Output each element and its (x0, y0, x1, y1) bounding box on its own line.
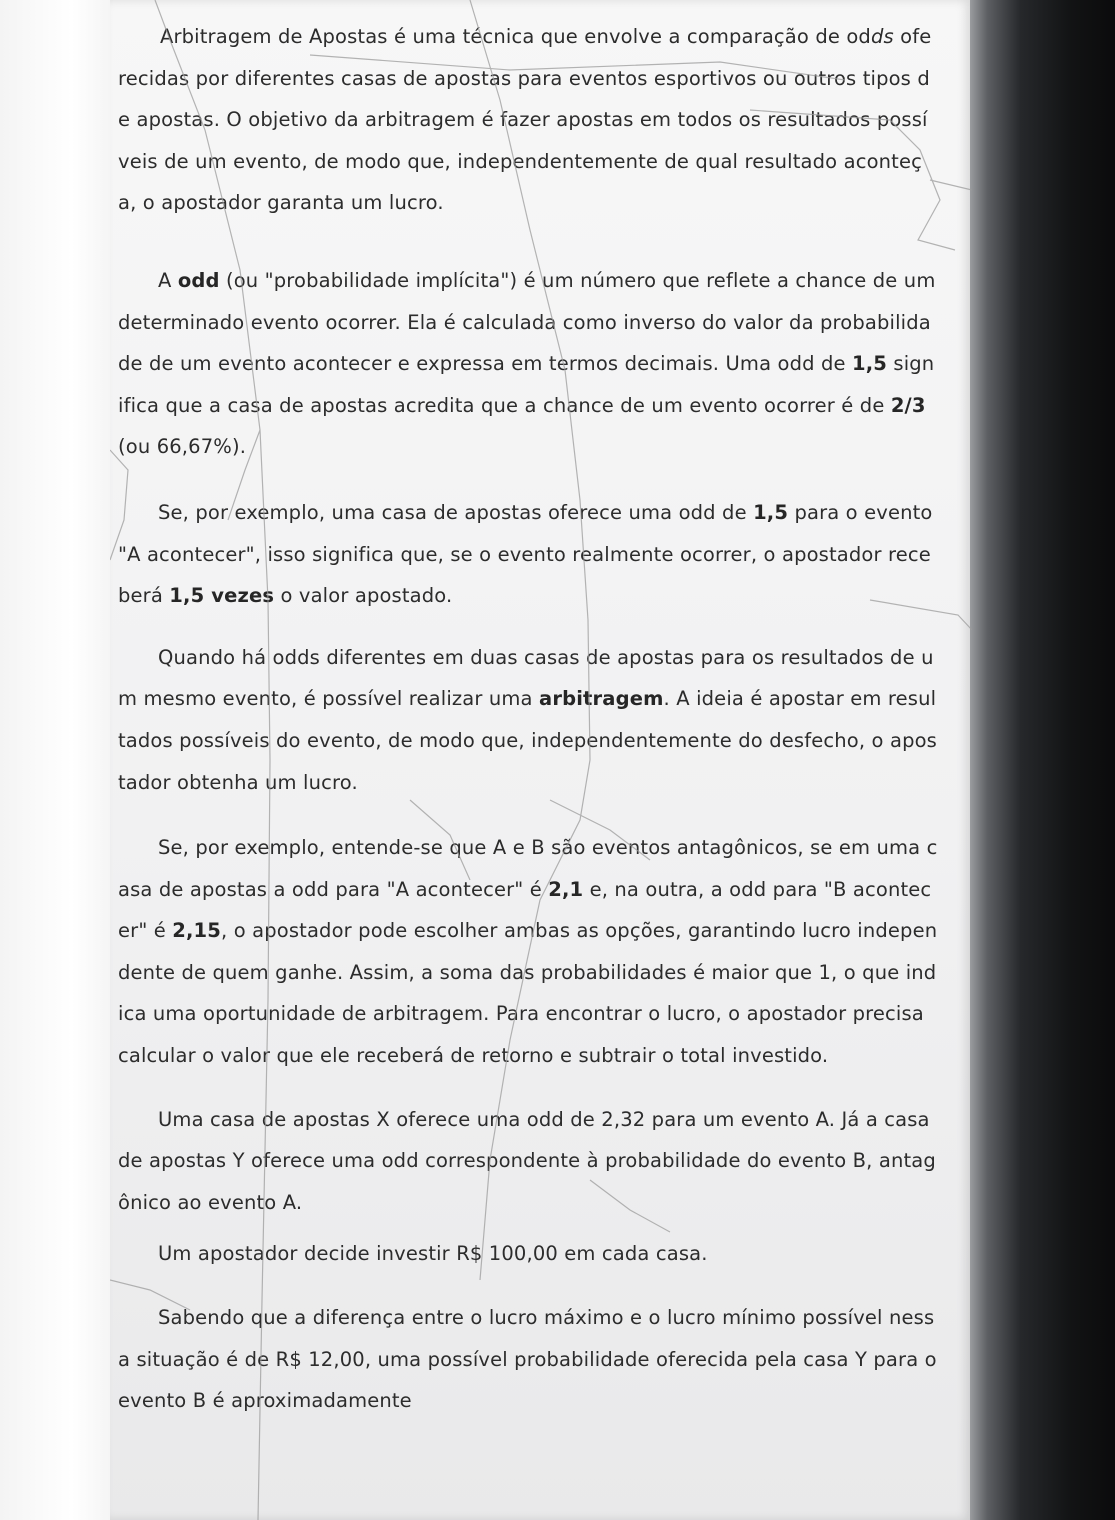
question-text (118, 16, 938, 1446)
paragraph-odd-example: Se, por exemplo, uma casa de apostas oferece uma odd de 1,5 para o evento "A acontecer", isso significa que, se o evento realmente ocorrer, o apostador receberá 1,5 vezes o valor apostado. (118, 500, 933, 608)
paragraph-problem-setup: Uma casa de apostas X oferece uma odd de 2,32 para um evento A. Já a casa de apostas Y oferece uma odd correspondente à probabilidade do evento B, antagônico ao evento A. (118, 1107, 936, 1214)
paragraph-investment: Um apostador decide investir R$ 100,00 em cada casa. (158, 1242, 708, 1266)
paragraph-antagonic-example: Se, por exemplo, entende-se que A e B são eventos antagônicos, se em uma casa de apostas a odd para "A acontecer" é 2,1 e, na outra, a odd para "B acontecer" é 2,15, o apostador pode escolher ambas as opções, garantindo lucro independente de quem ganhe. Assim, a soma das probabilidades é maior que 1, o que indica uma oportunidade de arbitragem. Para encontrar o lucro, o apostador precisa calcular o valor que ele receberá de retorno e subtrair o total investido. (118, 836, 938, 1068)
paragraph-arbitrage-idea: Quando há odds diferentes em duas casas de apostas para os resultados de um mesmo evento, é possível realizar uma arbitragem. A ideia é apostar em resultados possíveis do evento, de modo que, independentemente do desfecho, o apostador obtenha um lucro. (118, 645, 937, 794)
paragraph-question: Sabendo que a diferença entre o lucro máximo e o lucro mínimo possível nessa situação é de R$ 12,00, uma possível probabilidade oferecida pela casa Y para o evento B é aproximadamente (118, 1306, 937, 1413)
paragraph-odd-definition: A odd (ou "probabilidade implícita") é um número que reflete a chance de um determinado evento ocorrer. Ela é calculada como inverso do valor da probabilidade de um evento acontecer e expressa em termos decimais. Uma odd de 1,5 significa que a casa de apostas acredita que a chance de um evento ocorrer é de 2/3 (ou 66,67%). (118, 268, 936, 459)
right-bezel (970, 0, 1115, 1520)
left-bezel (0, 0, 120, 1520)
paragraph-arbitrage-intro: Arbitragem de Apostas é uma técnica que envolve a comparação de odds oferecidas por diferentes casas de apostas para eventos esportivos ou outros tipos de apostas. O objetivo da arbitragem é fazer apostas em todos os resultados possíveis de um evento, de modo que, independentemente de qual resultado aconteça, o apostador garanta um lucro. (118, 25, 932, 215)
